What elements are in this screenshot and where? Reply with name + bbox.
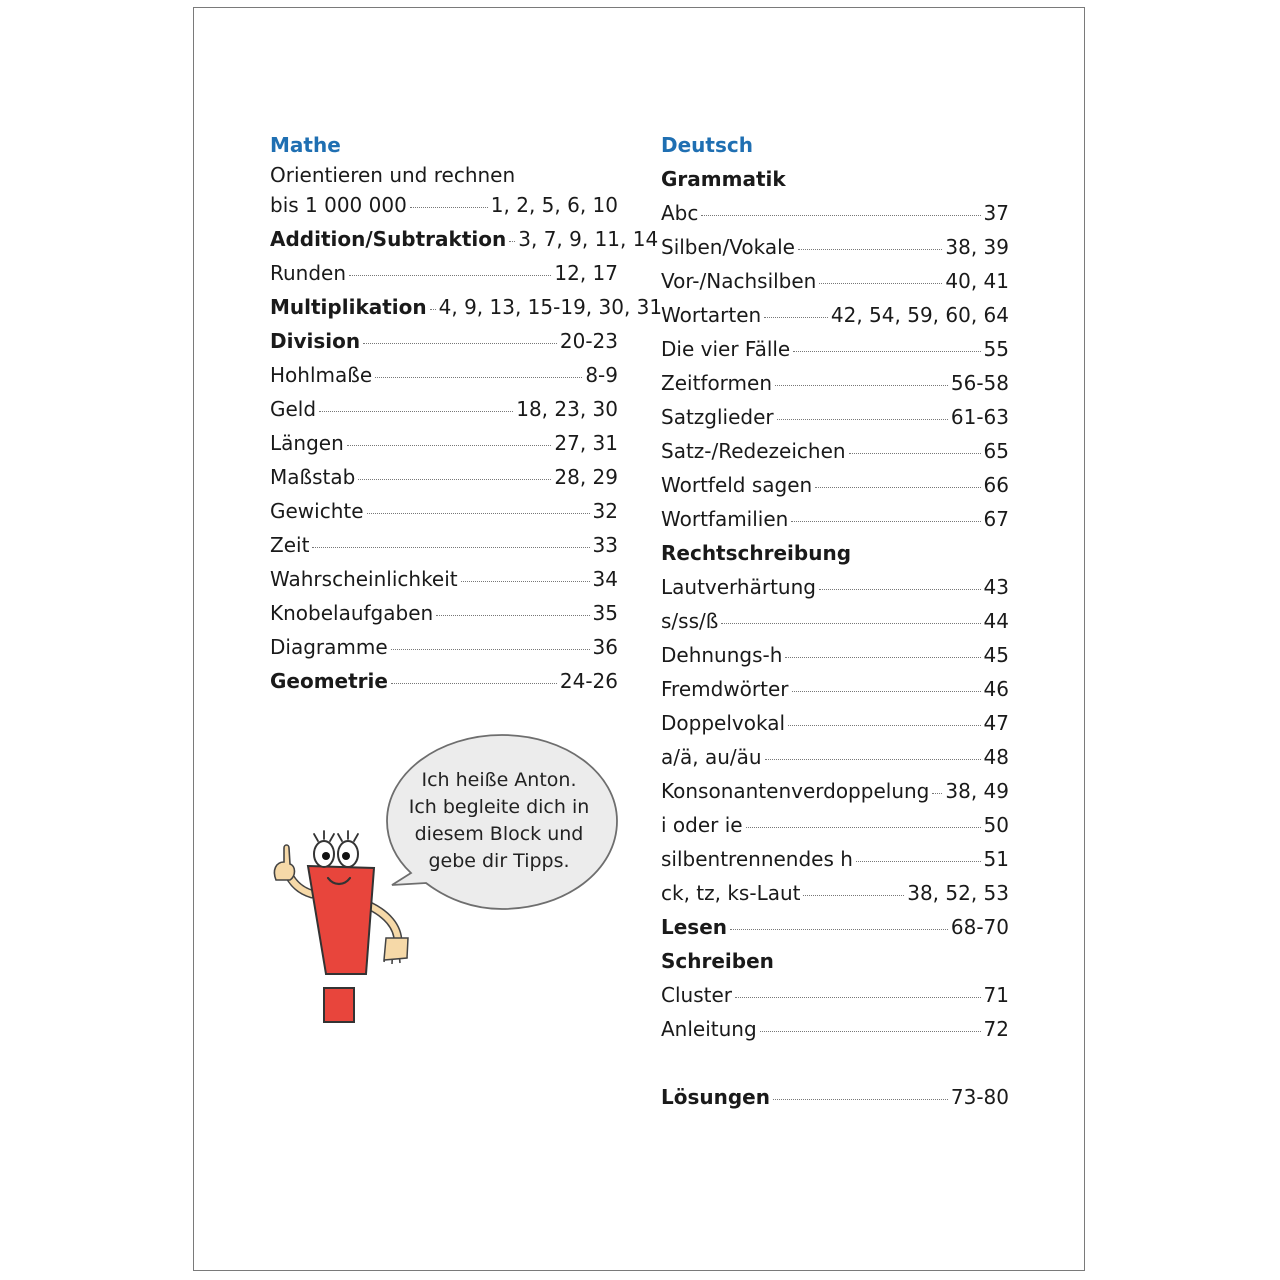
toc-entry-label: Lösungen <box>661 1085 770 1109</box>
toc-entry-label: Konsonantenverdoppelung <box>661 779 930 803</box>
dot-leader <box>509 241 515 242</box>
dot-leader <box>391 649 590 650</box>
toc-entry[interactable] <box>661 502 1009 536</box>
toc-entry-label: Zeit <box>270 533 310 557</box>
toc-entry-label: Diagramme <box>270 635 388 659</box>
toc-entry[interactable] <box>270 630 618 664</box>
toc-entry[interactable] <box>661 876 1009 910</box>
toc-entry-label: Fremdwörter <box>661 677 789 701</box>
toc-entry-label: Lautverhärtung <box>661 575 816 599</box>
dot-leader <box>721 623 980 624</box>
dot-leader <box>856 861 981 862</box>
dot-leader <box>410 207 488 208</box>
dot-leader <box>819 283 942 284</box>
toc-entry-label: Geometrie <box>270 669 388 693</box>
toc-entry-pages: 65 <box>983 439 1009 463</box>
toc-entry-label: Maßstab <box>270 465 356 489</box>
toc-entry-pages: 55 <box>983 337 1009 361</box>
toc-entry-pages: 32 <box>592 499 618 523</box>
dot-leader <box>775 385 948 386</box>
toc-entry[interactable] <box>270 596 618 630</box>
toc-entry-label: Wortfeld sagen <box>661 473 813 497</box>
toc-entry-label: Division <box>270 329 361 353</box>
grammatik-heading: Grammatik <box>661 167 786 191</box>
toc-entry-pages: 66 <box>983 473 1009 497</box>
mascot-anton-icon <box>262 822 412 1028</box>
mathe-heading: Mathe <box>270 133 341 157</box>
toc-entry-pages: 61-63 <box>950 405 1009 429</box>
dot-leader <box>788 725 981 726</box>
toc-entry[interactable] <box>661 740 1009 774</box>
toc-entry-label: Geld <box>270 397 317 421</box>
toc-entry-label: Lesen <box>661 915 728 939</box>
toc-entry-label: Dehnungs-h <box>661 643 783 667</box>
toc-entry-pages: 24-26 <box>559 669 618 693</box>
dot-leader <box>347 445 552 446</box>
dot-leader <box>367 513 590 514</box>
toc-entry-pages: 38, 39 <box>945 235 1009 259</box>
toc-entry-label: Cluster <box>661 983 732 1007</box>
toc-entry-label: Wahrscheinlichkeit <box>270 567 458 591</box>
dot-leader <box>792 691 981 692</box>
toc-entry-label: a/ä, au/äu <box>661 745 762 769</box>
dot-leader <box>777 419 948 420</box>
schreiben-heading: Schreiben <box>661 949 774 973</box>
toc-entry[interactable] <box>661 264 1009 298</box>
toc-entry-pages: 38, 49 <box>945 779 1009 803</box>
toc-entry-label: Hohlmaße <box>270 363 373 387</box>
toc-entry-label: Satz-/Redezeichen <box>661 439 846 463</box>
toc-entry[interactable] <box>661 638 1009 672</box>
dot-leader <box>746 827 981 828</box>
dot-leader <box>430 309 436 310</box>
toc-entry-label: Addition/Subtraktion <box>270 227 507 251</box>
toc-entry-lesen[interactable] <box>661 910 1009 944</box>
toc-entry-label: silbentrennendes h <box>661 847 853 871</box>
dot-leader <box>312 547 589 548</box>
toc-entry-pages: 37 <box>983 201 1009 225</box>
toc-entry[interactable] <box>661 400 1009 434</box>
toc-entry[interactable] <box>661 196 1009 230</box>
toc-entry-label-line2: bis 1 000 000 <box>270 193 407 217</box>
toc-entry[interactable] <box>661 604 1009 638</box>
toc-entry-label: Knobelaufgaben <box>270 601 434 625</box>
toc-entry[interactable] <box>661 774 1009 808</box>
dot-leader <box>760 1031 981 1032</box>
dot-leader <box>436 615 589 616</box>
toc-entry-label: Die vier Fälle <box>661 337 791 361</box>
toc-entry-pages: 56-58 <box>950 371 1009 395</box>
dot-leader <box>764 317 828 318</box>
toc-entry-pages: 12, 17 <box>554 261 618 285</box>
toc-entry[interactable] <box>270 664 618 698</box>
dot-leader <box>363 343 557 344</box>
toc-entry[interactable] <box>661 1012 1009 1046</box>
toc-entry-pages: 35 <box>592 601 618 625</box>
toc-entry-label: ck, tz, ks-Laut <box>661 881 801 905</box>
dot-leader <box>849 453 981 454</box>
speech-line: Ich begleite dich in <box>408 796 590 818</box>
toc-entry-label: Gewichte <box>270 499 364 523</box>
toc-entry-pages: 42, 54, 59, 60, 64 <box>830 303 1009 327</box>
mathe-column <box>270 128 663 698</box>
speech-line: Ich heiße Anton. <box>421 769 577 791</box>
dot-leader <box>349 275 551 276</box>
toc-entry[interactable] <box>661 808 1009 842</box>
toc-entry[interactable] <box>661 570 1009 604</box>
toc-entry-pages: 34 <box>592 567 618 591</box>
toc-entry-label: i oder ie <box>661 813 743 837</box>
toc-entry-pages: 46 <box>983 677 1009 701</box>
toc-entry[interactable] <box>270 562 618 596</box>
toc-entry[interactable] <box>270 392 618 426</box>
speech-bubble-text <box>392 767 606 875</box>
rechtschreibung-entry-list <box>661 570 1009 910</box>
toc-entry[interactable] <box>270 494 618 528</box>
dot-leader <box>375 377 582 378</box>
toc-entry[interactable] <box>270 324 618 358</box>
toc-entry[interactable] <box>270 358 618 392</box>
dot-leader <box>391 683 557 684</box>
dot-leader <box>765 759 981 760</box>
toc-entry-label: s/ss/ß <box>661 609 719 633</box>
toc-entry[interactable] <box>661 468 1009 502</box>
toc-entry-pages: 72 <box>983 1017 1009 1041</box>
dot-leader <box>730 929 948 930</box>
deutsch-heading: Deutsch <box>661 133 753 157</box>
toc-entry-pages: 4, 9, 13, 15-19, 30, 31 <box>438 295 663 319</box>
dot-leader <box>319 411 513 412</box>
dot-leader <box>735 997 981 998</box>
deutsch-column <box>661 128 1009 1114</box>
dot-leader <box>785 657 980 658</box>
toc-entry-pages: 71 <box>983 983 1009 1007</box>
dot-leader <box>358 479 551 480</box>
toc-entry[interactable] <box>270 528 618 562</box>
toc-entry[interactable] <box>661 706 1009 740</box>
toc-entry[interactable] <box>661 298 1009 332</box>
grammatik-entry-list <box>661 196 1009 536</box>
speech-line: diesem Block und <box>414 823 584 845</box>
toc-entry[interactable] <box>270 222 659 256</box>
toc-entry-label: Runden <box>270 261 347 285</box>
toc-entry-pages: 20-23 <box>559 329 618 353</box>
spacer <box>661 1046 1009 1080</box>
toc-entry[interactable] <box>661 434 1009 468</box>
toc-entry[interactable] <box>661 332 1009 366</box>
schreiben-entry-list <box>661 978 1009 1046</box>
dot-leader <box>819 589 981 590</box>
toc-entry-pages: 51 <box>983 847 1009 871</box>
toc-entry-pages: 28, 29 <box>554 465 618 489</box>
toc-entry[interactable] <box>270 460 618 494</box>
dot-leader <box>773 1099 948 1100</box>
toc-entry[interactable] <box>270 290 663 324</box>
toc-entry-label: Längen <box>270 431 344 455</box>
toc-entry-pages: 50 <box>983 813 1009 837</box>
toc-entry-label: Zeitformen <box>661 371 773 395</box>
toc-entry-pages: 1, 2, 5, 6, 10 <box>490 193 618 217</box>
toc-entry[interactable] <box>661 366 1009 400</box>
toc-entry-pages: 44 <box>983 609 1009 633</box>
dot-leader <box>793 351 980 352</box>
toc-entry-pages: 73-80 <box>950 1085 1009 1109</box>
toc-entry-pages: 67 <box>983 507 1009 531</box>
toc-entry-pages: 40, 41 <box>945 269 1009 293</box>
toc-entry-pages: 48 <box>983 745 1009 769</box>
dot-leader <box>798 249 942 250</box>
toc-entry-pages: 3, 7, 9, 11, 14 <box>518 227 659 251</box>
toc-entry-label: Satzglieder <box>661 405 774 429</box>
dot-leader <box>461 581 590 582</box>
toc-entry[interactable] <box>661 978 1009 1012</box>
toc-entry-label: Wortarten <box>661 303 762 327</box>
toc-entry-loesungen[interactable] <box>661 1080 1009 1114</box>
toc-entry[interactable] <box>270 256 618 290</box>
toc-entry[interactable] <box>661 672 1009 706</box>
toc-entry[interactable] <box>270 426 618 460</box>
toc-entry-pages: 36 <box>592 635 618 659</box>
toc-entry-pages: 18, 23, 30 <box>516 397 618 421</box>
toc-entry[interactable] <box>270 162 618 222</box>
toc-entry-label-line1: Orientieren und rechnen <box>270 163 516 187</box>
toc-entry-pages: 8-9 <box>585 363 618 387</box>
rechtschreibung-heading: Rechtschreibung <box>661 541 852 565</box>
toc-entry-label: Wortfamilien <box>661 507 789 531</box>
toc-entry-pages: 43 <box>983 575 1009 599</box>
toc-entry[interactable] <box>661 842 1009 876</box>
toc-entry-label: Silben/Vokale <box>661 235 795 259</box>
toc-entry-pages: 33 <box>592 533 618 557</box>
toc-entry-label: Multiplikation <box>270 295 427 319</box>
toc-entry-label: Doppelvokal <box>661 711 786 735</box>
mathe-entry-list <box>270 222 663 698</box>
dot-leader <box>791 521 980 522</box>
dot-leader <box>815 487 980 488</box>
toc-entry-pages: 38, 52, 53 <box>907 881 1009 905</box>
toc-entry-label: Abc <box>661 201 699 225</box>
speech-line: gebe dir Tipps. <box>428 850 570 872</box>
dot-leader <box>803 895 904 896</box>
toc-entry-pages: 47 <box>983 711 1009 735</box>
dot-leader <box>932 793 942 794</box>
toc-entry[interactable] <box>661 230 1009 264</box>
dot-leader <box>701 215 980 216</box>
toc-entry-pages: 68-70 <box>950 915 1009 939</box>
toc-entry-label: Anleitung <box>661 1017 757 1041</box>
toc-entry-pages: 45 <box>983 643 1009 667</box>
toc-entry-label: Vor-/Nachsilben <box>661 269 817 293</box>
toc-entry-pages: 27, 31 <box>554 431 618 455</box>
